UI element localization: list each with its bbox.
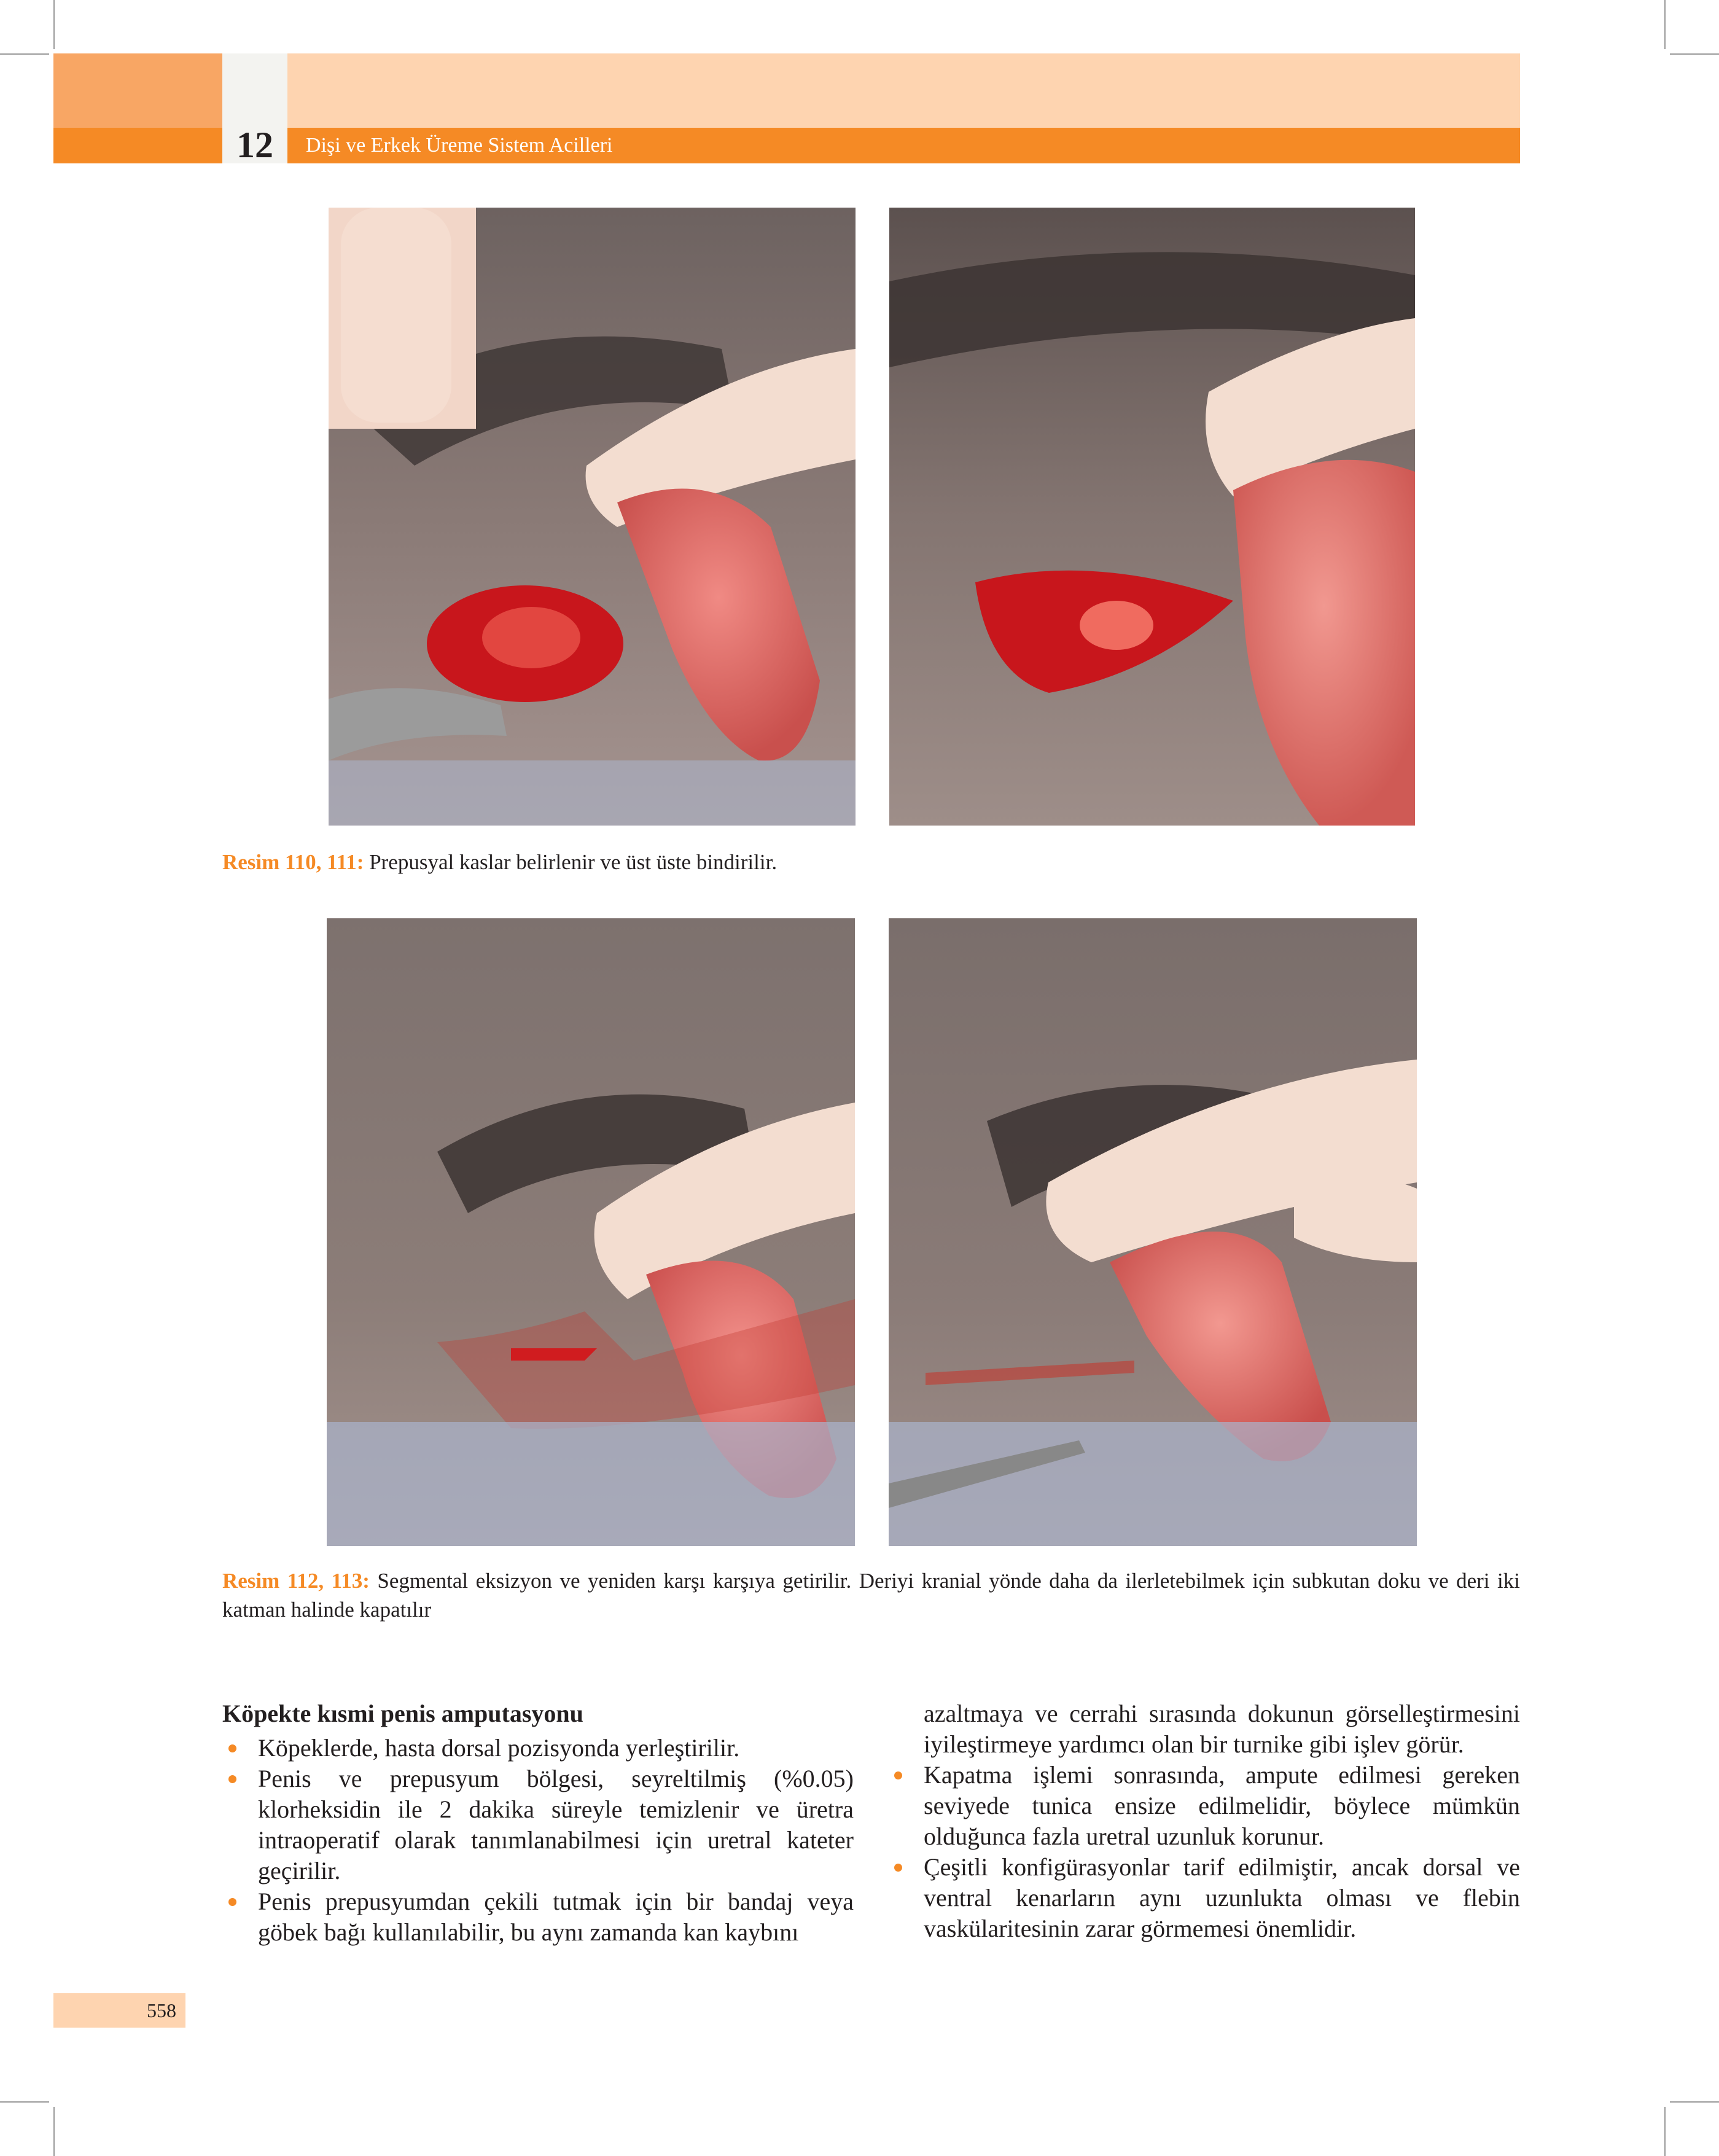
surgical-photo-111 (889, 208, 1415, 826)
list-item-text: Penis ve prepusyum bölgesi, seyreltilmiş (%0.05) klorheksidin ile 2 dakika süreyle temizlenir ve üretra intraoperatif olarak tanımlanabilmesi için uretral kateter geçirilir. (258, 1765, 854, 1885)
crop-mark (1664, 0, 1666, 49)
caption-112-113 (222, 1566, 1520, 1624)
crop-mark (0, 53, 49, 55)
list-item-text: Kapatma işlemi sonrasında, ampute edilmesi gereken seviyede tunica ensize edilmelidir, böylece mümkün olduğunca fazla uretral uzunluk korunur. (924, 1761, 1520, 1850)
page-number: 558 (147, 1999, 176, 2021)
section-heading: Köpekte kısmi penis amputasyonu (222, 1700, 583, 1727)
crop-mark (1664, 2107, 1666, 2156)
caption-text: Prepusyal kaslar belirlenir ve üst üste bindirilir. (364, 850, 778, 874)
bullet-icon (894, 1864, 902, 1872)
list-item (222, 1763, 854, 1886)
surgical-photo-112 (327, 918, 855, 1546)
caption-110-111 (222, 848, 1520, 877)
list-item (888, 1852, 1520, 1944)
paragraph-continuation: azaltmaya ve cerrahi sırasında dokunun görselleştirmesini iyileştirmeye yardımcı olan bir turnike gibi işlev görür. (924, 1700, 1520, 1758)
text-column-right (888, 1698, 1520, 1944)
header-band-dark (53, 53, 222, 128)
caption-text: Segmental eksizyon ve yeniden karşı karşıya getirilir. Deriyi kranial yönde daha da ilerletebilmek için subkutan doku ve deri iki katman halinde kapatılır (222, 1569, 1520, 1622)
caption-label: Resim 112, 113: (222, 1569, 370, 1593)
surgical-photo-113 (889, 918, 1417, 1546)
list-item (888, 1760, 1520, 1852)
header-band-light (287, 53, 1520, 128)
chapter-number: 12 (236, 125, 273, 165)
crop-mark (0, 2101, 49, 2103)
bullet-list (888, 1760, 1520, 1944)
text-column-left (222, 1698, 854, 1948)
bullet-icon (894, 1771, 902, 1779)
bullet-list (222, 1733, 854, 1948)
list-item-text: Çeşitli konfigürasyonlar tarif edilmiştir, ancak dorsal ve ventral kenarların aynı uzunlukta olması ve flebin vaskülaritesinin zarar görmemesi önemlidir. (924, 1853, 1520, 1942)
crop-mark (53, 0, 55, 49)
chapter-title: Dişi ve Erkek Üreme Sistem Acilleri (306, 134, 613, 157)
list-item-text: Köpeklerde, hasta dorsal pozisyonda yerleştirilir. (258, 1734, 740, 1762)
crop-mark (1670, 2101, 1719, 2103)
list-item (222, 1733, 854, 1763)
caption-label: Resim 110, 111: (222, 850, 364, 874)
list-item (222, 1886, 854, 1948)
bullet-icon (228, 1744, 236, 1752)
crop-mark (1670, 53, 1719, 55)
bullet-icon (228, 1898, 236, 1906)
crop-mark (53, 2107, 55, 2156)
surgical-photo-110 (329, 208, 856, 826)
bullet-icon (228, 1775, 236, 1783)
list-item-text: Penis prepusyumdan çekili tutmak için bir bandaj veya göbek bağı kullanılabilir, bu aynı zamanda kan kaybını (258, 1888, 854, 1946)
